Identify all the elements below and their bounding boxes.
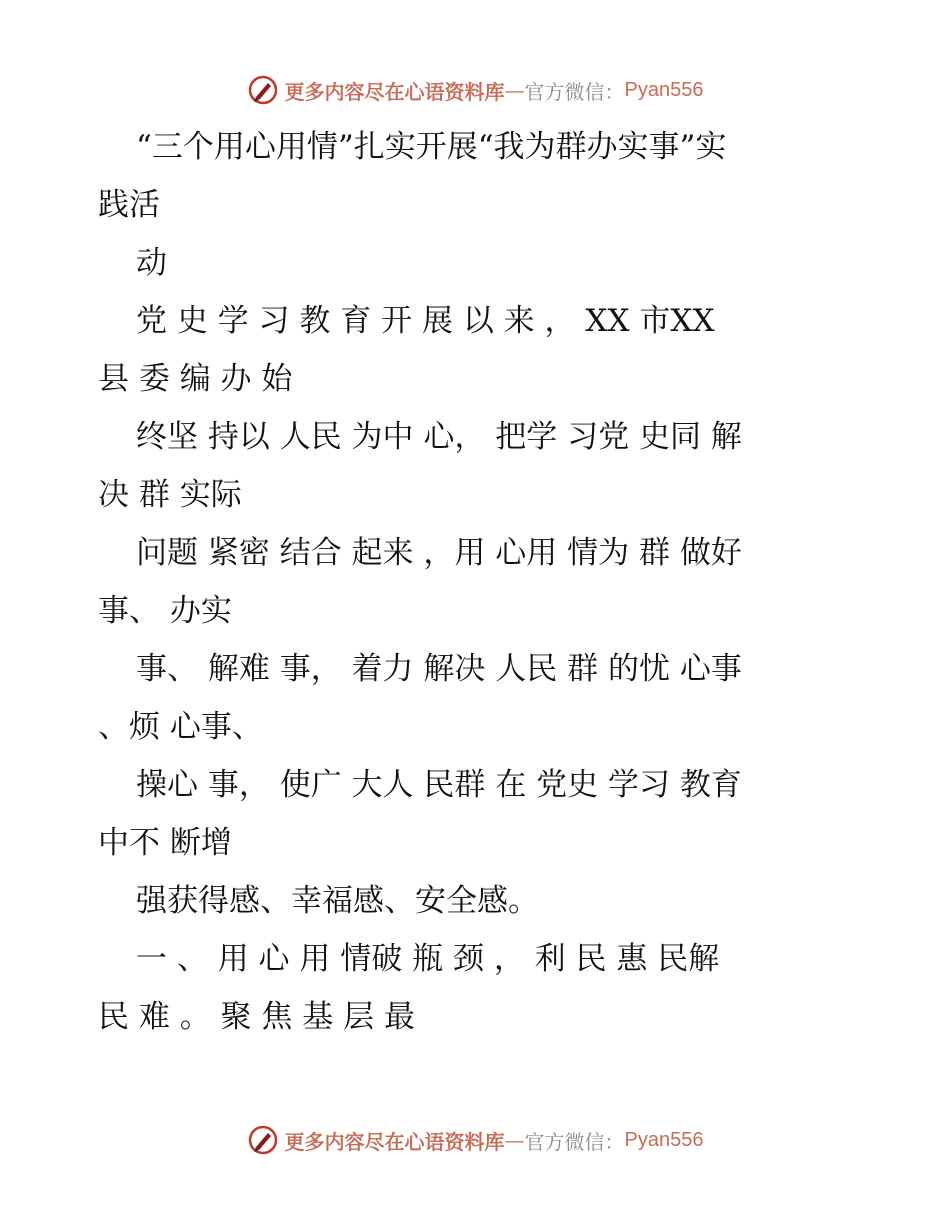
red-pen-logo-icon [247,1124,279,1156]
footer-watermark [0,1120,950,1160]
text-line: 、烦 心事、 [98,709,263,745]
text-line: 决 群 实际 [98,477,242,513]
text-line: 事、 办实 [98,593,232,629]
text-line: 践活 [98,187,160,223]
text-line: “三个用心用情”扎实开展“我为群办实事”实 [136,129,727,165]
watermark-separator: — [504,1128,525,1152]
text-line: 事、 解难 事， 着力 解决 人民 群 的忧 心事 [136,651,742,687]
watermark-wechat-id: Pyan556 [624,1128,704,1151]
document-body [98,118,858,1046]
text-line: 一 、 用 心 用 情破 瓶 颈 ， 利 民 惠 民解 [136,941,720,977]
text-line: 中不 断增 [98,825,232,861]
text-line: 党 史 学 习 教 育 开 展 以 来 ， XX 市XX [136,303,715,339]
red-pen-logo-icon [247,74,279,106]
text-line: 县 委 编 办 始 [98,361,293,397]
text-line: 动 [136,245,167,281]
watermark-main-text: 更多内容尽在心语资料库 [284,79,505,104]
watermark-separator: — [504,78,525,102]
header-watermark [0,70,950,110]
watermark-wechat-label: 官方微信： [524,1129,625,1154]
text-line: 强获得感、幸福感、安全感。 [136,883,539,919]
watermark-wechat-label: 官方微信： [524,79,625,104]
text-line: 终坚 持以 人民 为中 心， 把学 习党 史同 解 [136,419,742,455]
text-line: 问题 紧密 结合 起来 ，用 心用 情为 群 做好 [136,535,742,571]
watermark-wechat-id: Pyan556 [624,78,704,101]
watermark-main-text: 更多内容尽在心语资料库 [284,1129,505,1154]
text-line: 民 难 。 聚 焦 基 层 最 [98,999,415,1035]
text-line: 操心 事， 使广 大人 民群 在 党史 学习 教育 [136,767,742,803]
